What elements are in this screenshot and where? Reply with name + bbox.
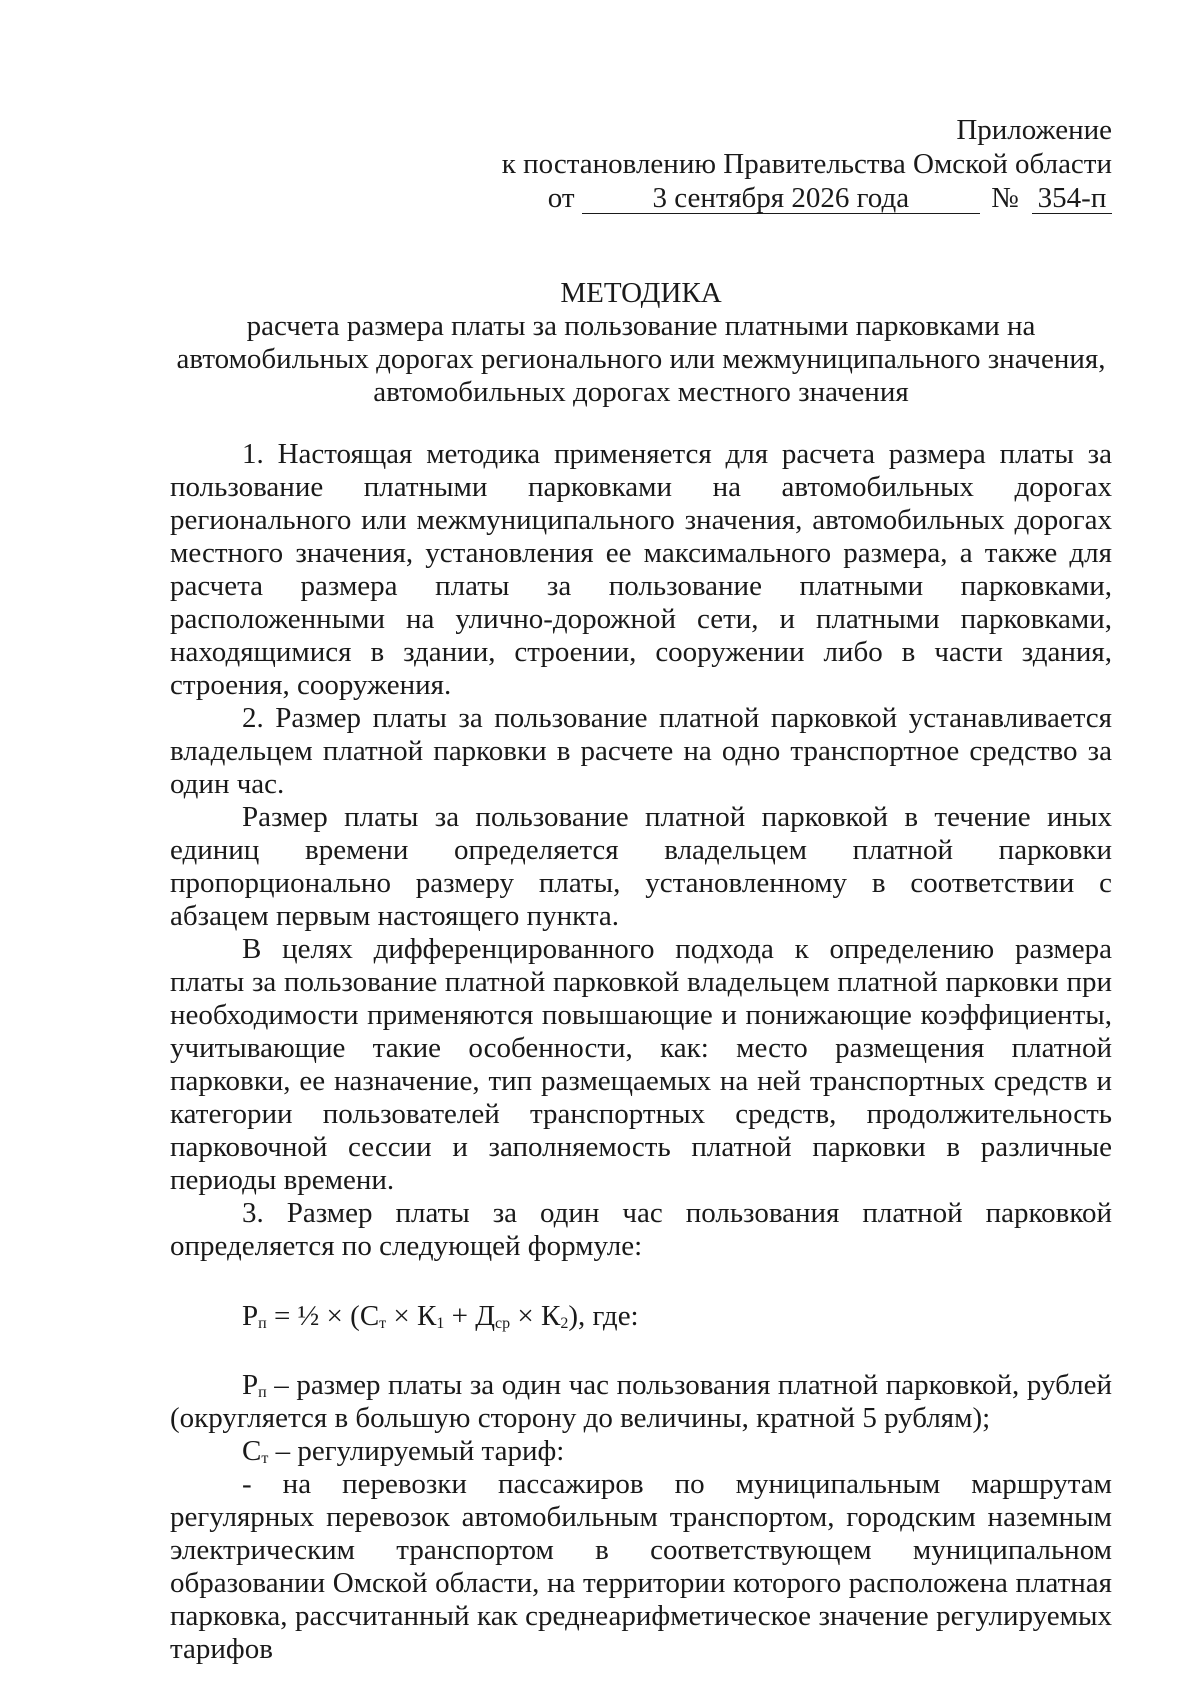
paragraph-1: 1. Настоящая методика применяется для расчета размера платы за пользование платными парковками на автомобильных дорогах регионального или межмуниципального значения, автомобильных дорогах местного значения, установления ее максимального размера, а также для расчета размера платы за пользование платными парковками, расположенными на улично-дорожной сети, и платными парковками, находящимися в здании, строении, сооружении либо в части здания, строения, сооружения.	[170, 438, 1112, 701]
def-rp-sub: п	[258, 1384, 267, 1401]
number-label: №	[991, 182, 1019, 214]
paragraph-3: Размер платы за пользование платной парковкой в течение иных единиц времени определяется владельцем платной парковки пропорционально размеру платы, установленному в соответствии с абзацем первым настоящего пункта.	[170, 801, 1112, 932]
paragraph-4: В целях дифференцированного подхода к определению размера платы за пользование платной парковкой владельцем платной парковки при необходимости применяются повышающие и понижающие коэффициенты, учитывающие такие особенности, как: место размещения платной парковки, ее назначение, тип размещаемых на ней транспортных средств и категории пользователей транспортных средств, продолжительность парковочной сессии и заполняемость платной парковки в различные периоды времени.	[170, 933, 1112, 1196]
def-ct-text: – регулируемый тариф:	[268, 1435, 565, 1467]
def-ct-sub: т	[261, 1450, 269, 1467]
def-ct-letter: С	[242, 1435, 262, 1467]
appendix-reference: к постановлению Правительства Омской области	[501, 148, 1112, 180]
formula-part-3: + Д	[444, 1300, 496, 1332]
def-rp-text: – размер платы за один час пользования платной парковкой, рублей (округляется в большую сторону до величины, кратной 5 рублям);	[170, 1369, 1112, 1434]
definition-ct	[170, 1435, 1112, 1468]
fee-formula	[242, 1299, 1112, 1333]
document-body	[170, 438, 1112, 1666]
appendix-header	[502, 113, 1112, 215]
appendix-title: Приложение	[956, 114, 1112, 146]
decree-date: 3 сентября 2026 года	[582, 183, 980, 214]
decree-number: 354-п	[1032, 183, 1112, 214]
document-title-block	[170, 276, 1112, 409]
formula-part-1: = ½ × (С	[266, 1300, 380, 1332]
formula-part-2: × К	[386, 1300, 437, 1332]
formula-p-sub: п	[258, 1315, 267, 1332]
formula-k1-sub: 1	[436, 1315, 445, 1332]
formula-part-4: × К	[510, 1300, 561, 1332]
document-subtitle: расчета размера платы за пользование платными парковками на автомобильных дорогах регионального или межмуниципального значения, автомобильных дорогах местного значения	[176, 310, 1106, 408]
formula-d-sub: ср	[495, 1315, 511, 1332]
from-label: от	[547, 182, 575, 214]
formula-k2-sub: 2	[560, 1315, 569, 1332]
definition-bullet-1: - на перевозки пассажиров по муниципальным маршрутам регулярных перевозок автомобильным транспортом, городским наземным электрическим транспортом в соответствующем муниципальном образовании Омской области, на территории которого расположена платная парковка, рассчитанный как среднеарифметическое значение регулируемых тарифов	[170, 1468, 1112, 1665]
paragraph-2: 2. Размер платы за пользование платной парковкой устанавливается владельцем платной парковки в расчете на одно транспортное средство за один час.	[170, 702, 1112, 800]
paragraph-5: 3. Размер платы за один час пользования платной парковкой определяется по следующей формуле:	[170, 1197, 1112, 1262]
definition-rp	[170, 1369, 1112, 1435]
def-rp-letter: Р	[242, 1369, 259, 1401]
formula-p: Р	[242, 1300, 259, 1332]
formula-c-sub: т	[379, 1315, 387, 1332]
document-title: МЕТОДИКА	[560, 277, 722, 309]
formula-tail: ), где:	[568, 1300, 639, 1332]
appendix-date-number	[502, 181, 1112, 215]
